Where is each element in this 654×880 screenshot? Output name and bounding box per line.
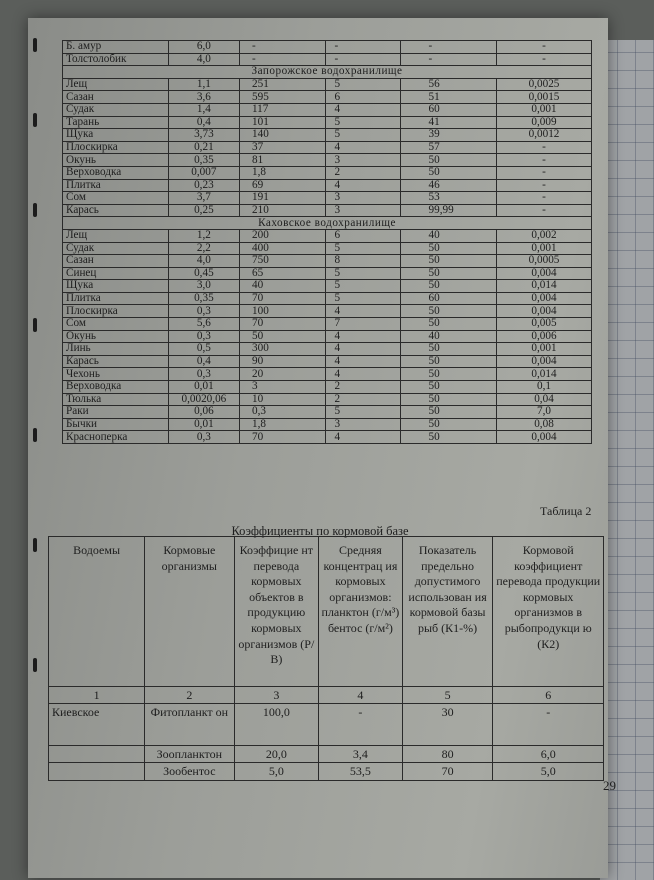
value-cell: 1,1 xyxy=(168,78,239,91)
species-cell: Раки xyxy=(63,406,169,419)
value-cell: 70 xyxy=(240,431,326,444)
binding-hole xyxy=(33,38,37,52)
value-cell: 3,7 xyxy=(168,192,239,205)
value-cell: 0,01 xyxy=(168,418,239,431)
value-cell: 6,0 xyxy=(168,41,239,54)
value-cell: 117 xyxy=(240,103,326,116)
value-cell: 60 xyxy=(400,103,496,116)
table-row xyxy=(63,41,592,54)
value-cell: 30 xyxy=(402,704,493,746)
value-cell: 4 xyxy=(326,355,400,368)
value-cell: 1,8 xyxy=(240,166,326,179)
value-cell: 0,5 xyxy=(168,343,239,356)
table-row xyxy=(63,418,592,431)
value-cell: 81 xyxy=(240,154,326,167)
species-cell: Верховодка xyxy=(63,381,169,394)
value-cell: 10 xyxy=(240,393,326,406)
value-cell: 0,3 xyxy=(168,330,239,343)
value-cell: 70 xyxy=(240,318,326,331)
value-cell: 0,009 xyxy=(496,116,591,129)
table-row xyxy=(63,292,592,305)
column-number: 2 xyxy=(145,687,234,704)
value-cell: 4 xyxy=(326,431,400,444)
value-cell: 50 xyxy=(400,381,496,394)
species-cell: Чехонь xyxy=(63,368,169,381)
value-cell: 65 xyxy=(240,267,326,280)
table-header-row xyxy=(49,537,604,687)
fish-data-table xyxy=(62,40,592,444)
table-row xyxy=(63,431,592,444)
value-cell: 46 xyxy=(400,179,496,192)
species-cell: Плитка xyxy=(63,292,169,305)
species-cell: Тюлька xyxy=(63,393,169,406)
species-cell: Тарань xyxy=(63,116,169,129)
species-cell: Щука xyxy=(63,280,169,293)
header-cell: Кормовые организмы xyxy=(145,537,234,687)
value-cell: 4,0 xyxy=(168,53,239,66)
species-cell: Карась xyxy=(63,204,169,217)
species-cell: Красноперка xyxy=(63,431,169,444)
value-cell: 69 xyxy=(240,179,326,192)
table-row xyxy=(63,355,592,368)
value-cell: 0,004 xyxy=(496,305,591,318)
value-cell: 50 xyxy=(400,305,496,318)
species-cell: Лещ xyxy=(63,229,169,242)
table-row xyxy=(63,255,592,268)
value-cell: 3,6 xyxy=(168,91,239,104)
value-cell: 100,0 xyxy=(234,704,319,746)
value-cell: 0,3 xyxy=(168,431,239,444)
value-cell: 0,0012 xyxy=(496,129,591,142)
value-cell: 2 xyxy=(326,166,400,179)
value-cell: 70 xyxy=(240,292,326,305)
reservoir-cell xyxy=(49,746,145,763)
table-label: Таблица 2 xyxy=(540,504,592,518)
value-cell: 3,73 xyxy=(168,129,239,142)
table-row xyxy=(63,179,592,192)
value-cell: - xyxy=(240,41,326,54)
table-row xyxy=(63,103,592,116)
value-cell: 0,0020,06 xyxy=(168,393,239,406)
value-cell: 0,001 xyxy=(496,242,591,255)
value-cell: 5,6 xyxy=(168,318,239,331)
value-cell: 3 xyxy=(326,154,400,167)
value-cell: 5 xyxy=(326,280,400,293)
value-cell: 4 xyxy=(326,343,400,356)
value-cell: 40 xyxy=(240,280,326,293)
value-cell: 0,004 xyxy=(496,431,591,444)
table-row xyxy=(63,53,592,66)
value-cell: 1,2 xyxy=(168,229,239,242)
table-row xyxy=(63,343,592,356)
organism-cell: Зообентос xyxy=(145,763,234,780)
value-cell: 0,1 xyxy=(496,381,591,394)
value-cell: 5 xyxy=(326,242,400,255)
value-cell: 50 xyxy=(400,343,496,356)
value-cell: - xyxy=(496,179,591,192)
value-cell: 50 xyxy=(400,318,496,331)
table-row xyxy=(63,393,592,406)
species-cell: Толстолобик xyxy=(63,53,169,66)
value-cell: - xyxy=(496,141,591,154)
value-cell: 50 xyxy=(400,393,496,406)
value-cell: 0,35 xyxy=(168,154,239,167)
value-cell: 3,4 xyxy=(319,746,403,763)
value-cell: 3 xyxy=(326,204,400,217)
table-row xyxy=(63,267,592,280)
value-cell: 0,005 xyxy=(496,318,591,331)
value-cell: 7 xyxy=(326,318,400,331)
header-cell: Показатель предельно допустимого использован ия кормовой базы рыб (К1-%) xyxy=(402,537,493,687)
reservoir-cell: Киевское xyxy=(49,704,145,746)
organism-cell: Зоопланктон xyxy=(145,746,234,763)
value-cell: 0,35 xyxy=(168,292,239,305)
value-cell: 0,3 xyxy=(240,406,326,419)
section-header-row xyxy=(63,66,592,79)
table-row xyxy=(63,229,592,242)
value-cell: 0,4 xyxy=(168,116,239,129)
value-cell: 50 xyxy=(400,166,496,179)
table-row xyxy=(63,406,592,419)
value-cell: 50 xyxy=(400,242,496,255)
value-cell: 0,21 xyxy=(168,141,239,154)
page-number: 29 xyxy=(603,778,616,793)
value-cell: 5 xyxy=(326,292,400,305)
value-cell: 50 xyxy=(400,267,496,280)
value-cell: 50 xyxy=(400,355,496,368)
column-number: 3 xyxy=(234,687,319,704)
value-cell: 0,4 xyxy=(168,355,239,368)
species-cell: Карась xyxy=(63,355,169,368)
species-cell: Сом xyxy=(63,192,169,205)
value-cell: 37 xyxy=(240,141,326,154)
value-cell: - xyxy=(240,53,326,66)
value-cell: 50 xyxy=(400,418,496,431)
table-row xyxy=(63,204,592,217)
value-cell: - xyxy=(319,704,403,746)
value-cell: 50 xyxy=(400,154,496,167)
table-row xyxy=(49,746,604,763)
header-cell: Кормовой коэффициент перевода продукции кормовых организмов в рыбопродукци ю (К2) xyxy=(493,537,604,687)
table-row xyxy=(63,381,592,394)
value-cell: 53,5 xyxy=(319,763,403,780)
table-row xyxy=(63,154,592,167)
table-row xyxy=(63,242,592,255)
value-cell: 20,0 xyxy=(234,746,319,763)
column-number: 6 xyxy=(493,687,604,704)
value-cell: - xyxy=(400,53,496,66)
reservoir-cell xyxy=(49,763,145,780)
table-row xyxy=(63,129,592,142)
value-cell: 0,08 xyxy=(496,418,591,431)
value-cell: 1,4 xyxy=(168,103,239,116)
value-cell: 57 xyxy=(400,141,496,154)
value-cell: 101 xyxy=(240,116,326,129)
value-cell: 20 xyxy=(240,368,326,381)
species-cell: Плоскирка xyxy=(63,141,169,154)
column-number: 5 xyxy=(402,687,493,704)
table-row xyxy=(63,368,592,381)
table-row xyxy=(63,192,592,205)
value-cell: 100 xyxy=(240,305,326,318)
species-cell: Судак xyxy=(63,103,169,116)
value-cell: - xyxy=(493,704,604,746)
value-cell: 0,004 xyxy=(496,292,591,305)
species-cell: Сом xyxy=(63,318,169,331)
value-cell: 5 xyxy=(326,267,400,280)
value-cell: 6 xyxy=(326,229,400,242)
value-cell: 2,2 xyxy=(168,242,239,255)
species-cell: Верховодка xyxy=(63,166,169,179)
organism-cell: Фитопланкт он xyxy=(145,704,234,746)
value-cell: 80 xyxy=(402,746,493,763)
value-cell: 4 xyxy=(326,103,400,116)
table-row xyxy=(63,116,592,129)
column-number-row xyxy=(49,687,604,704)
header-cell: Коэффицие нт перевода кормовых объектов в продукцию кормовых организмов (Р/В) xyxy=(234,537,319,687)
value-cell: 0,007 xyxy=(168,166,239,179)
value-cell: 39 xyxy=(400,129,496,142)
table-row xyxy=(63,91,592,104)
value-cell: 6,0 xyxy=(493,746,604,763)
value-cell: 5 xyxy=(326,78,400,91)
value-cell: - xyxy=(496,53,591,66)
value-cell: 5,0 xyxy=(493,763,604,780)
species-cell: Б. амур xyxy=(63,41,169,54)
species-cell: Линь xyxy=(63,343,169,356)
value-cell: 6 xyxy=(326,91,400,104)
value-cell: 0,45 xyxy=(168,267,239,280)
value-cell: 0,004 xyxy=(496,355,591,368)
table-row xyxy=(63,305,592,318)
value-cell: 41 xyxy=(400,116,496,129)
value-cell: 4 xyxy=(326,368,400,381)
value-cell: 0,0005 xyxy=(496,255,591,268)
value-cell: 4 xyxy=(326,330,400,343)
adjacent-grid-page xyxy=(600,40,654,880)
binding-hole xyxy=(33,113,37,127)
value-cell: 0,3 xyxy=(168,305,239,318)
species-cell: Окунь xyxy=(63,154,169,167)
value-cell: 140 xyxy=(240,129,326,142)
value-cell: 0,25 xyxy=(168,204,239,217)
value-cell: 5 xyxy=(326,406,400,419)
table-row xyxy=(49,763,604,780)
binding-hole xyxy=(33,538,37,552)
value-cell: 0,006 xyxy=(496,330,591,343)
section-title: Каховское водохранилище xyxy=(63,217,592,230)
value-cell: 50 xyxy=(400,431,496,444)
value-cell: 5,0 xyxy=(234,763,319,780)
value-cell: - xyxy=(400,41,496,54)
species-cell: Плитка xyxy=(63,179,169,192)
value-cell: 251 xyxy=(240,78,326,91)
value-cell: - xyxy=(496,41,591,54)
value-cell: - xyxy=(326,53,400,66)
value-cell: 8 xyxy=(326,255,400,268)
value-cell: 56 xyxy=(400,78,496,91)
table-row xyxy=(63,330,592,343)
value-cell: 50 xyxy=(400,255,496,268)
column-number: 4 xyxy=(319,687,403,704)
value-cell: 0,014 xyxy=(496,280,591,293)
value-cell: 4,0 xyxy=(168,255,239,268)
binding-hole xyxy=(33,203,37,217)
section-header-row xyxy=(63,217,592,230)
species-cell: Сазан xyxy=(63,255,169,268)
table-row xyxy=(63,166,592,179)
value-cell: 595 xyxy=(240,91,326,104)
value-cell: 4 xyxy=(326,179,400,192)
value-cell: 90 xyxy=(240,355,326,368)
value-cell: 3 xyxy=(240,381,326,394)
value-cell: - xyxy=(496,166,591,179)
value-cell: 5 xyxy=(326,129,400,142)
species-cell: Лещ xyxy=(63,78,169,91)
forage-coefficients-table xyxy=(48,536,604,781)
header-cell: Средняя концентрац ия кормовых организмов: планктон (г/м³) бентос (г/м²) xyxy=(319,537,403,687)
value-cell: 0,23 xyxy=(168,179,239,192)
species-cell: Судак xyxy=(63,242,169,255)
value-cell: 2 xyxy=(326,393,400,406)
column-number: 1 xyxy=(49,687,145,704)
table-row xyxy=(63,318,592,331)
binding-hole xyxy=(33,658,37,672)
value-cell: 4 xyxy=(326,141,400,154)
species-cell: Плоскирка xyxy=(63,305,169,318)
value-cell: 7,0 xyxy=(496,406,591,419)
species-cell: Синец xyxy=(63,267,169,280)
value-cell: 0,0025 xyxy=(496,78,591,91)
binding-hole xyxy=(33,428,37,442)
value-cell: 0,004 xyxy=(496,267,591,280)
value-cell: 1,8 xyxy=(240,418,326,431)
value-cell: 200 xyxy=(240,229,326,242)
value-cell: 40 xyxy=(400,330,496,343)
section-title: Запорожское водохранилище xyxy=(63,66,592,79)
value-cell: 300 xyxy=(240,343,326,356)
value-cell: 0,001 xyxy=(496,103,591,116)
value-cell: 191 xyxy=(240,192,326,205)
value-cell: 50 xyxy=(240,330,326,343)
table-row xyxy=(63,280,592,293)
value-cell: 3 xyxy=(326,418,400,431)
species-cell: Сазан xyxy=(63,91,169,104)
binding-hole xyxy=(33,318,37,332)
value-cell: 0,3 xyxy=(168,368,239,381)
species-cell: Щука xyxy=(63,129,169,142)
value-cell: - xyxy=(326,41,400,54)
value-cell: 0,002 xyxy=(496,229,591,242)
value-cell: 50 xyxy=(400,280,496,293)
value-cell: 50 xyxy=(400,368,496,381)
table-row xyxy=(49,704,604,746)
value-cell: 210 xyxy=(240,204,326,217)
value-cell: 53 xyxy=(400,192,496,205)
value-cell: 70 xyxy=(402,763,493,780)
value-cell: - xyxy=(496,154,591,167)
value-cell: 3 xyxy=(326,192,400,205)
value-cell: 0,001 xyxy=(496,343,591,356)
value-cell: 4 xyxy=(326,305,400,318)
value-cell: 40 xyxy=(400,229,496,242)
value-cell: 0,01 xyxy=(168,381,239,394)
value-cell: 3,0 xyxy=(168,280,239,293)
value-cell: 0,06 xyxy=(168,406,239,419)
species-cell: Бычки xyxy=(63,418,169,431)
value-cell: 0,0015 xyxy=(496,91,591,104)
value-cell: 2 xyxy=(326,381,400,394)
value-cell: 51 xyxy=(400,91,496,104)
table-row xyxy=(63,78,592,91)
table-row xyxy=(63,141,592,154)
value-cell: 60 xyxy=(400,292,496,305)
value-cell: 0,014 xyxy=(496,368,591,381)
species-cell: Окунь xyxy=(63,330,169,343)
value-cell: 750 xyxy=(240,255,326,268)
value-cell: 400 xyxy=(240,242,326,255)
value-cell: - xyxy=(496,192,591,205)
value-cell: 5 xyxy=(326,116,400,129)
value-cell: - xyxy=(496,204,591,217)
value-cell: 50 xyxy=(400,406,496,419)
value-cell: 0,04 xyxy=(496,393,591,406)
table-title: Коэффициенты по кормовой базе xyxy=(231,524,409,538)
value-cell: 99,99 xyxy=(400,204,496,217)
header-cell: Водоемы xyxy=(49,537,145,687)
